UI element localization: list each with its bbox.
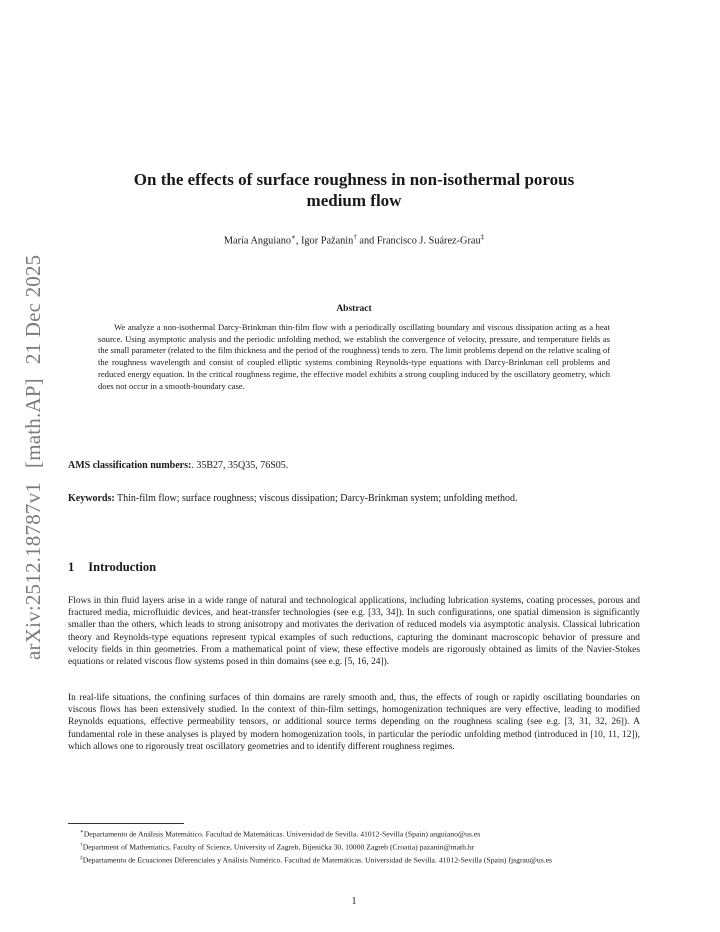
title-line-2: medium flow — [306, 191, 402, 210]
body-paragraph: Flows in thin fluid layers arise in a wide range of natural and technological applications, including lubrication systems, coating processes, porous and fractured media, microfluidic devices, and heat-transfer technologies (see e.g. [33, 34]). In such configurations, one spatial dimension is significantly smaller than the others, which leads to strong anisotropy and motivates the derivation of reduced models via asymptotic analysis. Classical lubrication theory and Reynolds-type equations represent typical examples of such reductions, capturing the dominant macroscopic behavior of pressure and velocity fields in thin geometries. From a mathematical point of view, these effective models are rigorously obtained as limits of the Navier-Stokes equations or related viscous flow systems posed in thin domains (see e.g. [5, 16, 24]). — [68, 596, 640, 668]
keywords — [68, 493, 517, 504]
keywords-label: Keywords: — [68, 493, 115, 504]
author-separator: , — [295, 235, 301, 247]
section-number: 1 — [68, 560, 75, 574]
abstract-text: We analyze a non-isothermal Darcy-Brinkman thin-film flow with a periodically oscillating boundary and viscous dissipation acting as a heat source. Using asymptotic analysis and the periodic unfolding method, we establish the convergence of velocity, pressure, and temperature fields as the small parameter (related to the film thickness and the period of the roughness) tends to zero. The limit problems depend on the relative scaling of the roughness wavelength and consist of coupled elliptic systems combining Reynolds-type equations with Darcy-Brinkman cell problems and reduced energy equation. In the critical roughness regime, the effective model exhibits a strong coupling induced by the oscillatory geometry, which does not occur in a smooth-boundary case. — [98, 322, 610, 391]
author-3: Francisco J. Suárez-Grau — [376, 235, 481, 247]
footnote — [68, 840, 640, 853]
title-line-1: On the effects of surface roughness in non-isothermal porous — [133, 170, 575, 189]
ams-classification — [68, 460, 288, 471]
footnote-mark: † — [80, 841, 83, 848]
footnote-text: Departamento de Ecuaciones Diferenciales y Análisis Numérico. Facultad de Matemáticas. Universidad de Sevilla. 41012-Sevilla (Spain) fjsgrau@us.es — [82, 855, 553, 865]
ams-value: . 35B27, 35Q35, 76S05. — [191, 460, 289, 471]
footnote-rule — [68, 823, 184, 824]
section-title: Introduction — [88, 560, 157, 574]
footnote — [68, 827, 640, 840]
footnotes — [68, 827, 640, 866]
arxiv-identifier-stamp — [21, 241, 46, 660]
arxiv-date: 21 Dec 2025 — [21, 254, 45, 365]
footnote-text: Departamento de Análisis Matemático. Facultad de Matemáticas. Universidad de Sevilla. 41012-Sevilla (Spain) anguiano@us.es — [83, 829, 481, 839]
section-heading — [68, 560, 156, 575]
footnote-text: Department of Mathematics, Faculty of Science, University of Zagreb, Bijenička 30, 10000 Zagreb (Croatia) pazanin@math.hr — [82, 842, 475, 852]
arxiv-category: [math.AP] — [21, 378, 45, 468]
footnote-mark: ∗ — [80, 829, 84, 835]
author-separator: and — [356, 235, 377, 247]
author-list — [68, 233, 640, 246]
author-1: María Anguiano — [223, 235, 292, 247]
author-2-mark: † — [353, 233, 357, 241]
keywords-value: Thin-film flow; surface roughness; viscous dissipation; Darcy-Brinkman system; unfolding method. — [114, 493, 518, 504]
footnote — [68, 853, 640, 866]
author-2: Igor Pažanin — [300, 235, 354, 247]
paper-title — [68, 169, 640, 211]
footnote-mark: ‡ — [80, 854, 83, 861]
abstract-heading: Abstract — [336, 304, 372, 314]
author-3-mark: ‡ — [480, 233, 485, 241]
page-number: 1 — [351, 896, 357, 907]
arxiv-id: arXiv:2512.18787v1 — [21, 482, 45, 660]
ams-label: AMS classification numbers: — [68, 460, 192, 471]
author-1-mark: ∗ — [291, 233, 296, 241]
body-paragraph: In real-life situations, the confining surfaces of thin domains are rarely smooth and, thus, the effects of rough or rapidly oscillating boundaries on viscous flows has been extensively studied. In the context of thin-film settings, homogenization techniques are very effective, leading to modified Reynolds equations, effective permeability tensors, or additional source terms depending on the roughness scaling (see e.g. [3, 31, 32, 26]). A fundamental role in these analyses is played by modern homogenization tools, in particular the periodic unfolding method (introduced in [10, 11, 12]), which allows one to rigorously treat oscillatory geometries and to identify different roughness regimes. — [68, 693, 640, 752]
